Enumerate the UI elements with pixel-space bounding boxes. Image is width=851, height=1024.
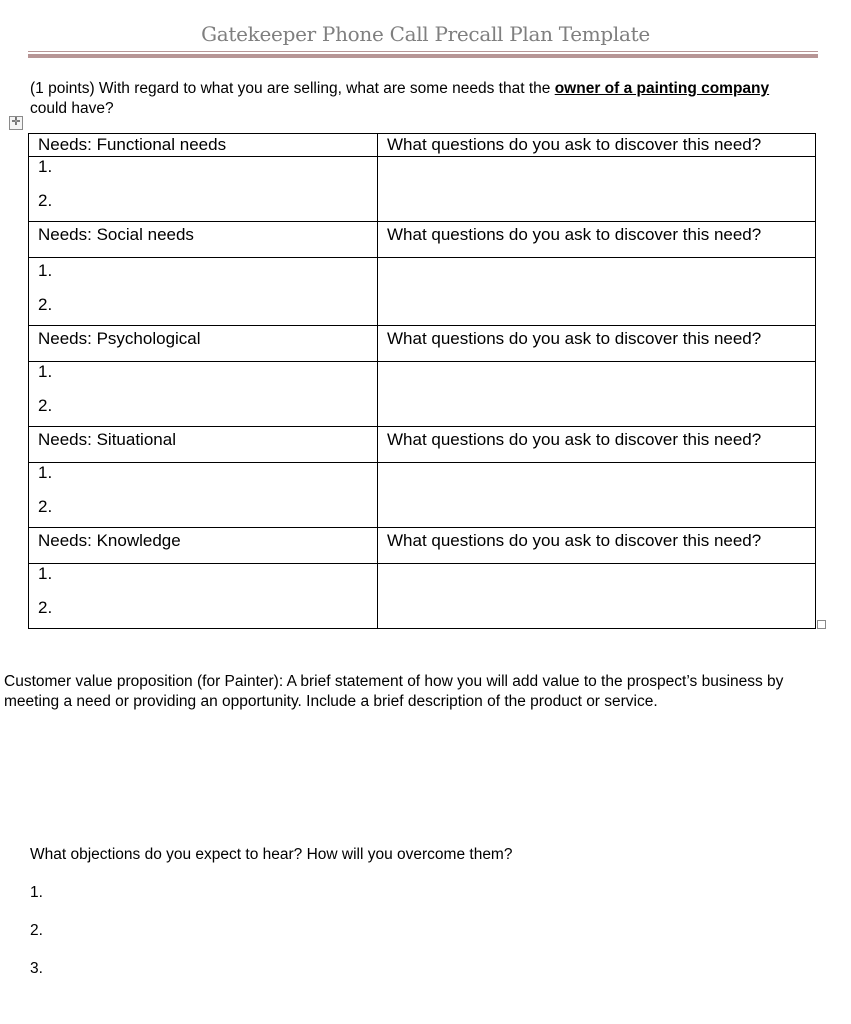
item-number: 2. xyxy=(38,295,53,314)
document-title: Gatekeeper Phone Call Precall Plan Template xyxy=(201,22,650,46)
value-proposition-prompt: Customer value proposition (for Painter): A brief statement of how you will add value to the prospect’s business by meeting a need or providing an opportunity. Include a brief description of the product or service. xyxy=(4,673,784,710)
objection-item[interactable]: 1. xyxy=(30,884,43,901)
need-label[interactable]: Needs: Situational xyxy=(29,427,378,463)
table-row-header xyxy=(29,528,816,564)
table-row xyxy=(29,362,816,427)
item-number: 1. xyxy=(38,362,53,381)
questions-header[interactable]: What questions do you ask to discover this need? xyxy=(378,134,816,157)
item-number: 1. xyxy=(38,463,53,482)
item-number: 2. xyxy=(38,497,53,516)
needs-question xyxy=(30,79,810,119)
table-row xyxy=(29,157,816,222)
question-emphasis: owner of a painting company xyxy=(554,80,770,97)
table-row-header xyxy=(29,134,816,157)
table-row xyxy=(29,564,816,629)
item-number: 2. xyxy=(38,598,53,617)
item-number: 1. xyxy=(38,157,53,176)
question-suffix: could have? xyxy=(30,100,114,117)
table-row-header xyxy=(29,326,816,362)
table-row-header xyxy=(29,427,816,463)
table-row xyxy=(29,463,816,528)
table-resize-handle[interactable] xyxy=(817,620,826,629)
questions-cell[interactable] xyxy=(378,463,816,528)
item-number: 2. xyxy=(38,191,53,210)
needs-table xyxy=(28,133,816,629)
need-label[interactable]: Needs: Psychological xyxy=(29,326,378,362)
title-rule-thin xyxy=(28,51,818,52)
title-rule-thick xyxy=(28,54,818,58)
questions-header[interactable]: What questions do you ask to discover this need? xyxy=(378,326,816,362)
questions-cell[interactable] xyxy=(378,258,816,326)
need-label[interactable]: Needs: Functional needs xyxy=(29,134,378,157)
questions-cell[interactable] xyxy=(378,362,816,427)
need-items-cell[interactable] xyxy=(29,362,378,427)
objection-item[interactable]: 2. xyxy=(30,922,43,939)
need-items-cell[interactable] xyxy=(29,463,378,528)
need-items-cell[interactable] xyxy=(29,157,378,222)
objection-item[interactable]: 3. xyxy=(30,960,43,977)
table-move-handle-icon[interactable]: ✛ xyxy=(9,116,23,130)
need-label[interactable]: Needs: Social needs xyxy=(29,222,378,258)
item-number: 2. xyxy=(38,396,53,415)
questions-cell[interactable] xyxy=(378,157,816,222)
objections-prompt: What objections do you expect to hear? How will you overcome them? xyxy=(30,846,513,863)
questions-header[interactable]: What questions do you ask to discover this need? xyxy=(378,528,816,564)
questions-header[interactable]: What questions do you ask to discover this need? xyxy=(378,427,816,463)
item-number: 1. xyxy=(38,261,53,280)
need-label[interactable]: Needs: Knowledge xyxy=(29,528,378,564)
questions-cell[interactable] xyxy=(378,564,816,629)
need-items-cell[interactable] xyxy=(29,564,378,629)
table-row xyxy=(29,258,816,326)
item-number: 1. xyxy=(38,564,53,583)
question-prefix: (1 points) With regard to what you are selling, what are some needs that the xyxy=(30,80,555,97)
questions-header[interactable]: What questions do you ask to discover this need? xyxy=(378,222,816,258)
need-items-cell[interactable] xyxy=(29,258,378,326)
table-row-header xyxy=(29,222,816,258)
